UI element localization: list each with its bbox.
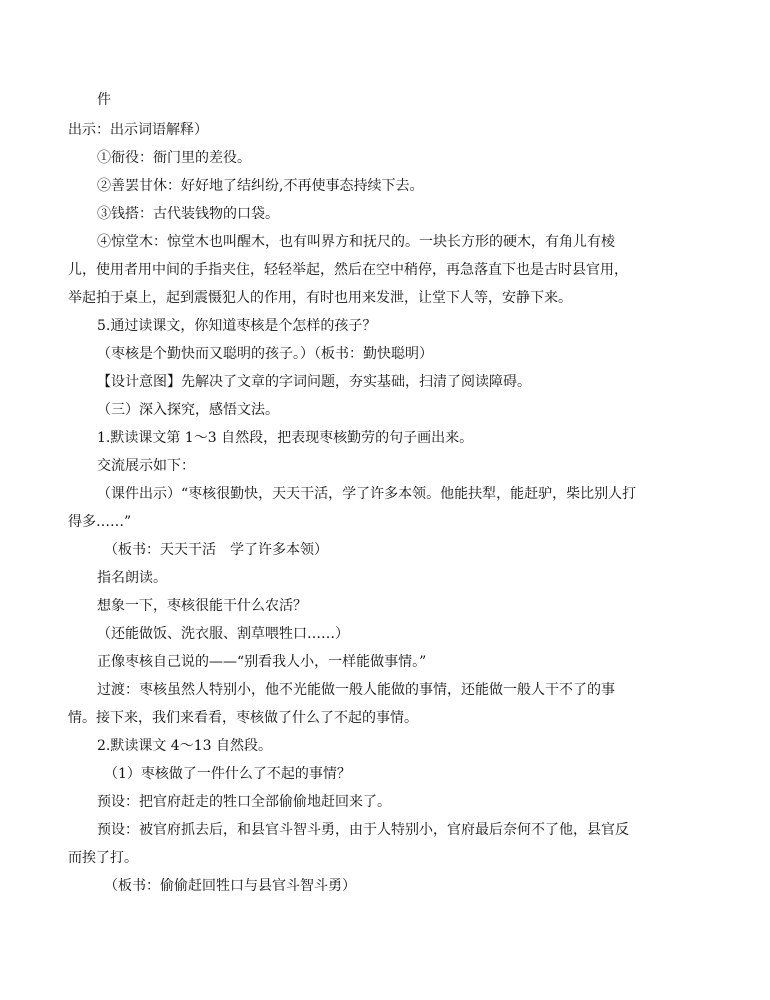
text-line-2: 出示：出示词语解释） bbox=[68, 122, 208, 138]
text-line-29: （板书：偷偷赶回牲口与县官斗智斗勇） bbox=[104, 878, 356, 894]
text-line-27: 预设：被官府抓去后，和县官斗智斗勇，由于人特别小，官府最后奈何不了他，县官反 bbox=[97, 822, 629, 838]
text-line-15: （课件出示）“枣核很勤快，天天干活，学了许多本领。他能扶犁，能赶驴，柴比别人打 bbox=[97, 486, 637, 502]
text-line-8: 举起拍于桌上，起到震慑犯人的作用，有时也用来发泄，让堂下人等，安静下来。 bbox=[68, 290, 572, 306]
text-line-19: 想象一下，枣核很能干什么农活？ bbox=[97, 598, 307, 614]
text-line-26: 预设：把官府赶走的牲口全部偷偷地赶回来了。 bbox=[97, 794, 391, 810]
text-line-10: （枣核是个勤快而又聪明的孩子。）（板书：勤快聪明） bbox=[97, 346, 433, 362]
text-line-9: 5.通过读课文，你知道枣核是个怎样的孩子？ bbox=[97, 318, 377, 334]
text-line-5: ③钱搭：古代装钱物的口袋。 bbox=[97, 206, 279, 222]
text-line-1: 件 bbox=[97, 92, 111, 108]
text-line-17: （板书：天天干活 学了许多本领） bbox=[104, 542, 328, 558]
text-line-11: 【设计意图】先解决了文章的字词问题，夯实基础，扫清了阅读障碍。 bbox=[97, 374, 531, 390]
text-line-21: 正像枣核自己说的——“别看我人小，一样能做事情。” bbox=[97, 654, 427, 670]
text-line-20: （还能做饭、洗衣服、割草喂牲口……） bbox=[97, 626, 349, 642]
text-line-28: 而挨了打。 bbox=[68, 850, 138, 866]
text-line-14: 交流展示如下： bbox=[97, 458, 195, 474]
text-line-24: 2.默读课文 4～13 自然段。 bbox=[97, 738, 272, 754]
text-line-22: 过渡：枣核虽然人特别小，他不光能做一般人能做的事情，还能做一般人干不了的事 bbox=[97, 682, 615, 698]
text-line-7: 儿，使用者用中间的手指夹住，轻轻举起，然后在空中稍停，再急落直下也是古时县官用， bbox=[68, 262, 628, 278]
text-line-25: （1）枣核做了一件什么了不起的事情？ bbox=[104, 766, 351, 782]
text-line-6: ④惊堂木：惊堂木也叫醒木，也有叫界方和抚尺的。一块长方形的硬木，有角儿有棱 bbox=[97, 234, 615, 250]
text-line-4: ②善罢甘休：好好地了结纠纷,不再使事态持续下去。 bbox=[97, 178, 424, 194]
text-line-23: 情。接下来，我们来看看，枣核做了什么了不起的事情。 bbox=[68, 710, 418, 726]
text-line-18: 指名朗读。 bbox=[97, 570, 167, 586]
text-line-16: 得多……” bbox=[68, 514, 132, 530]
text-line-3: ①衙役：衙门里的差役。 bbox=[97, 150, 251, 166]
text-line-13: 1.默读课文第 1～3 自然段，把表现枣核勤劳的句子画出来。 bbox=[97, 430, 474, 446]
text-line-12: （三）深入探究，感悟文法。 bbox=[97, 402, 279, 418]
